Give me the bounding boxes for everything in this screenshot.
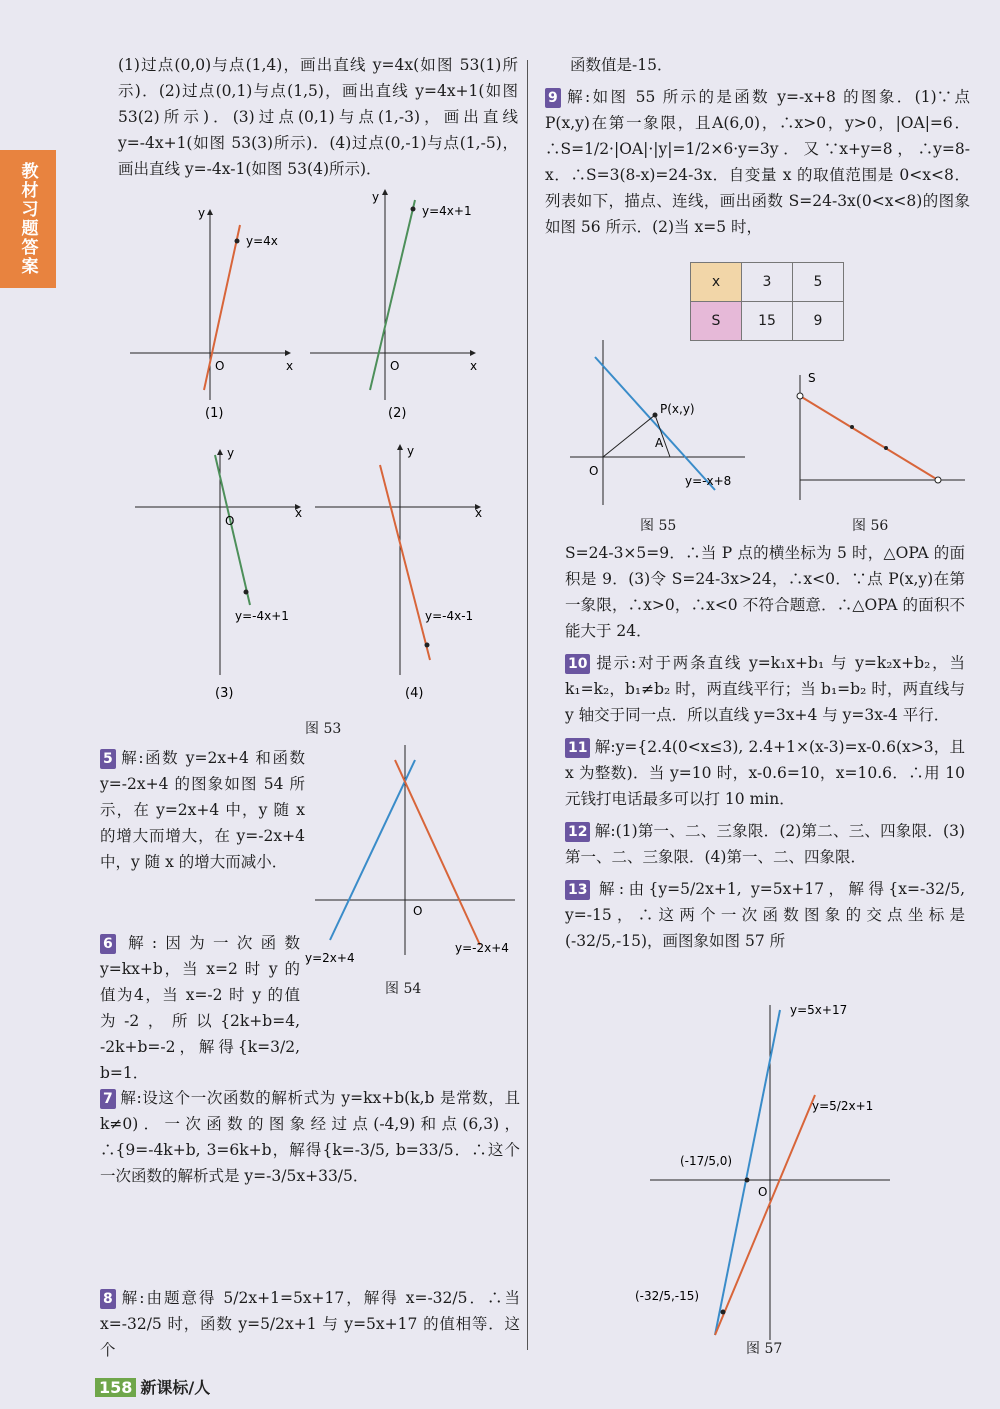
svg-text:O: O: [758, 1185, 768, 1199]
figure-55: [565, 335, 755, 510]
page-number: 158: [95, 1378, 136, 1397]
q12-text: 解:(1)第一、二、三象限．(2)第二、三、四象限．(3)第一、二、三象限．(4)第一、二、四象限．: [565, 822, 965, 866]
svg-text:x: x: [286, 359, 294, 373]
figure-53: [120, 185, 520, 705]
label-m2x4: y=-2x+4: [455, 941, 509, 955]
svg-text:y: y: [372, 190, 380, 204]
q7-text: 解:设这个一次函数的解析式为 y=kx+b(k,b 是常数，且 k≠0)．一次函数的图象经过点(-4,9)和点(6,3)，∴{9=-4k+b, 3=6k+b，解得{k=-3/5, b=33/5．∴这个一次函数的解析式是 y=-3/5x+33/5．: [100, 1089, 520, 1185]
q6-block: [100, 930, 300, 1092]
q5-badge: 5: [100, 749, 116, 769]
figure-57: [630, 1000, 900, 1345]
q9b-text: S=24-3×5=9．∴当 P 点的横坐标为 5 时，△OPA 的面积是 9．(3)令 S=24-3x>24，∴x<0．∵点 P(x,y)在第一象限，∴x>0，∴x<0 不符合题意．∴△OPA 的面积不能大于 24．: [565, 544, 965, 640]
q5-text: 解:函数 y=2x+4 和函数 y=-2x+4 的图象如图 54 所示，在 y=2x+4 中，y 随 x 的增大而增大，在 y=-2x+4 中，y 随 x 的增大而减小．: [100, 749, 305, 871]
q8-text: 解:由题意得 5/2x+1=5x+17，解得 x=-32/5．∴当 x=-32/5 时，函数 y=5/2x+1 与 y=5x+17 的值相等．这个: [100, 1289, 520, 1359]
sub-label-3: (3): [215, 686, 234, 701]
q10-badge: 10: [565, 654, 590, 674]
page-footer: [95, 1375, 210, 1398]
label-2x4: y=2x+4: [305, 951, 355, 965]
fig54-caption: 图 54: [385, 981, 422, 997]
svg-text:O: O: [390, 359, 400, 373]
svg-text:x: x: [475, 506, 483, 520]
q7-badge: 7: [100, 1089, 116, 1109]
label-y4x1: y=4x+1: [422, 204, 472, 218]
label-mx8: y=-x+8: [685, 474, 732, 488]
svg-text:O: O: [413, 904, 423, 918]
label-5x17: y=5x+17: [790, 1003, 848, 1017]
label-pxy: P(x,y): [660, 402, 695, 416]
figure-54: [305, 740, 520, 970]
q5-block: [100, 745, 305, 881]
right-column-top: [545, 52, 970, 246]
fig57-caption: 图 57: [746, 1341, 783, 1357]
label-a: A: [655, 436, 664, 450]
table-x2: 5: [793, 263, 844, 302]
q11-badge: 11: [565, 738, 590, 758]
q11-text: 解:y={2.4(0<x≤3), 2.4+1×(x-3)=x-0.6(x>3，且 x 为整数)．当 y=10 时，x-0.6=10，x=10.6．∴用 10 元钱打电话最多可以打 10 min．: [565, 738, 965, 808]
q13-badge: 13: [565, 880, 590, 900]
sub-label-2: (2): [388, 406, 407, 421]
q8-block: [100, 1285, 520, 1369]
q13-text: 解:由{y=5/2x+1, y=5x+17，解得{x=-32/5, y=-15，∴这两个一次函数图象的交点坐标是(-32/5,-15)，画图象如图 57 所: [565, 880, 965, 950]
plot-53-1: [130, 206, 293, 400]
q7-block: [100, 1085, 520, 1195]
svg-text:O: O: [589, 464, 599, 478]
label-pt1: (-17/5,0): [680, 1154, 733, 1168]
label-y4x: y=4x: [246, 234, 278, 248]
figure-56: [780, 370, 970, 505]
svg-text:x: x: [295, 506, 303, 520]
q9-text: 解:如图 55 所示的是函数 y=-x+8 的图象．(1)∵点 P(x,y)在第一象限，且A(6,0)，∴x>0，y>0，|OA|=6．∴S=1/2·|OA|·|y|=1/2×6·y=3y．又∵x+y=8，∴y=8-x．∴S=3(8-x)=24-3x．自变量 x 的取值范围是 0<x<8．列表如下，描点、连线，画出函数 S=24-3x(0<x<8)的图象如图 56 所示．(2)当 x=5 时，: [545, 88, 970, 236]
table-s1: 15: [742, 302, 793, 341]
right-column-mid: [565, 540, 965, 960]
plot-53-4: [315, 444, 482, 675]
table-x1: 3: [742, 263, 793, 302]
side-tab-label: 教材习题答案: [0, 150, 56, 288]
fig55-caption: 图 55: [640, 518, 677, 534]
svg-text:x: x: [470, 359, 478, 373]
q8-badge: 8: [100, 1289, 116, 1309]
q4-intro: (1)过点(0,0)与点(1,4)，画出直线 y=4x(如图 53(1)所示)．(2)过点(0,1)与点(1,5)，画出直线 y=4x+1(如图53(2)所示)．(3)过点(0,1)与点(1,-3)，画出直线 y=-4x+1(如图 53(3)所示)．(4)过点(0,-1)与点(1,-5)，画出直线 y=-4x-1(如图 53(4)所示)．: [118, 56, 518, 178]
plot-53-2: [310, 190, 477, 400]
left-column: [118, 52, 518, 188]
plot-53-3: [135, 446, 302, 675]
svg-text:y: y: [227, 446, 235, 460]
label-pt2: (-32/5,-15): [635, 1289, 700, 1303]
q6-badge: 6: [100, 934, 116, 954]
sub-label-4: (4): [405, 686, 424, 701]
svg-text:y: y: [198, 206, 206, 220]
column-divider: [527, 60, 528, 1350]
fig53-caption: 图 53: [305, 721, 342, 737]
sub-label-1: (1): [205, 406, 224, 421]
svg-text:O: O: [225, 514, 235, 528]
q12-badge: 12: [565, 822, 590, 842]
table-s2: 9: [793, 302, 844, 341]
xs-table: [690, 262, 844, 341]
q9-badge: 9: [545, 88, 561, 108]
label-52x1: y=5/2x+1: [812, 1099, 874, 1113]
fig56-caption: 图 56: [852, 518, 889, 534]
footer-text: 新课标/人: [140, 1378, 211, 1397]
svg-text:y: y: [407, 444, 415, 458]
table-h-s: S: [691, 302, 742, 341]
table-h-x: x: [691, 263, 742, 302]
q6-text: 解:因为一次函数 y=kx+b，当 x=2 时 y 的值为4，当 x=-2 时 y 的值为-2，所以{2k+b=4, -2k+b=-2，解得{k=3/2, b=1．: [100, 934, 300, 1082]
svg-text:S: S: [808, 371, 816, 385]
label-ym4x1: y=-4x+1: [235, 609, 289, 623]
svg-text:O: O: [215, 359, 225, 373]
label-ym4x1b: y=-4x-1: [425, 609, 474, 623]
q8-cont: 函数值是-15．: [570, 56, 673, 74]
q10-text: 提示:对于两条直线 y=k₁x+b₁ 与 y=k₂x+b₂，当 k₁=k₂，b₁≠b₂ 时，两直线平行；当 b₁=b₂ 时，两直线与 y 轴交于同一点．所以直线 y=3x+4 与 y=3x-4 平行．: [565, 654, 965, 724]
